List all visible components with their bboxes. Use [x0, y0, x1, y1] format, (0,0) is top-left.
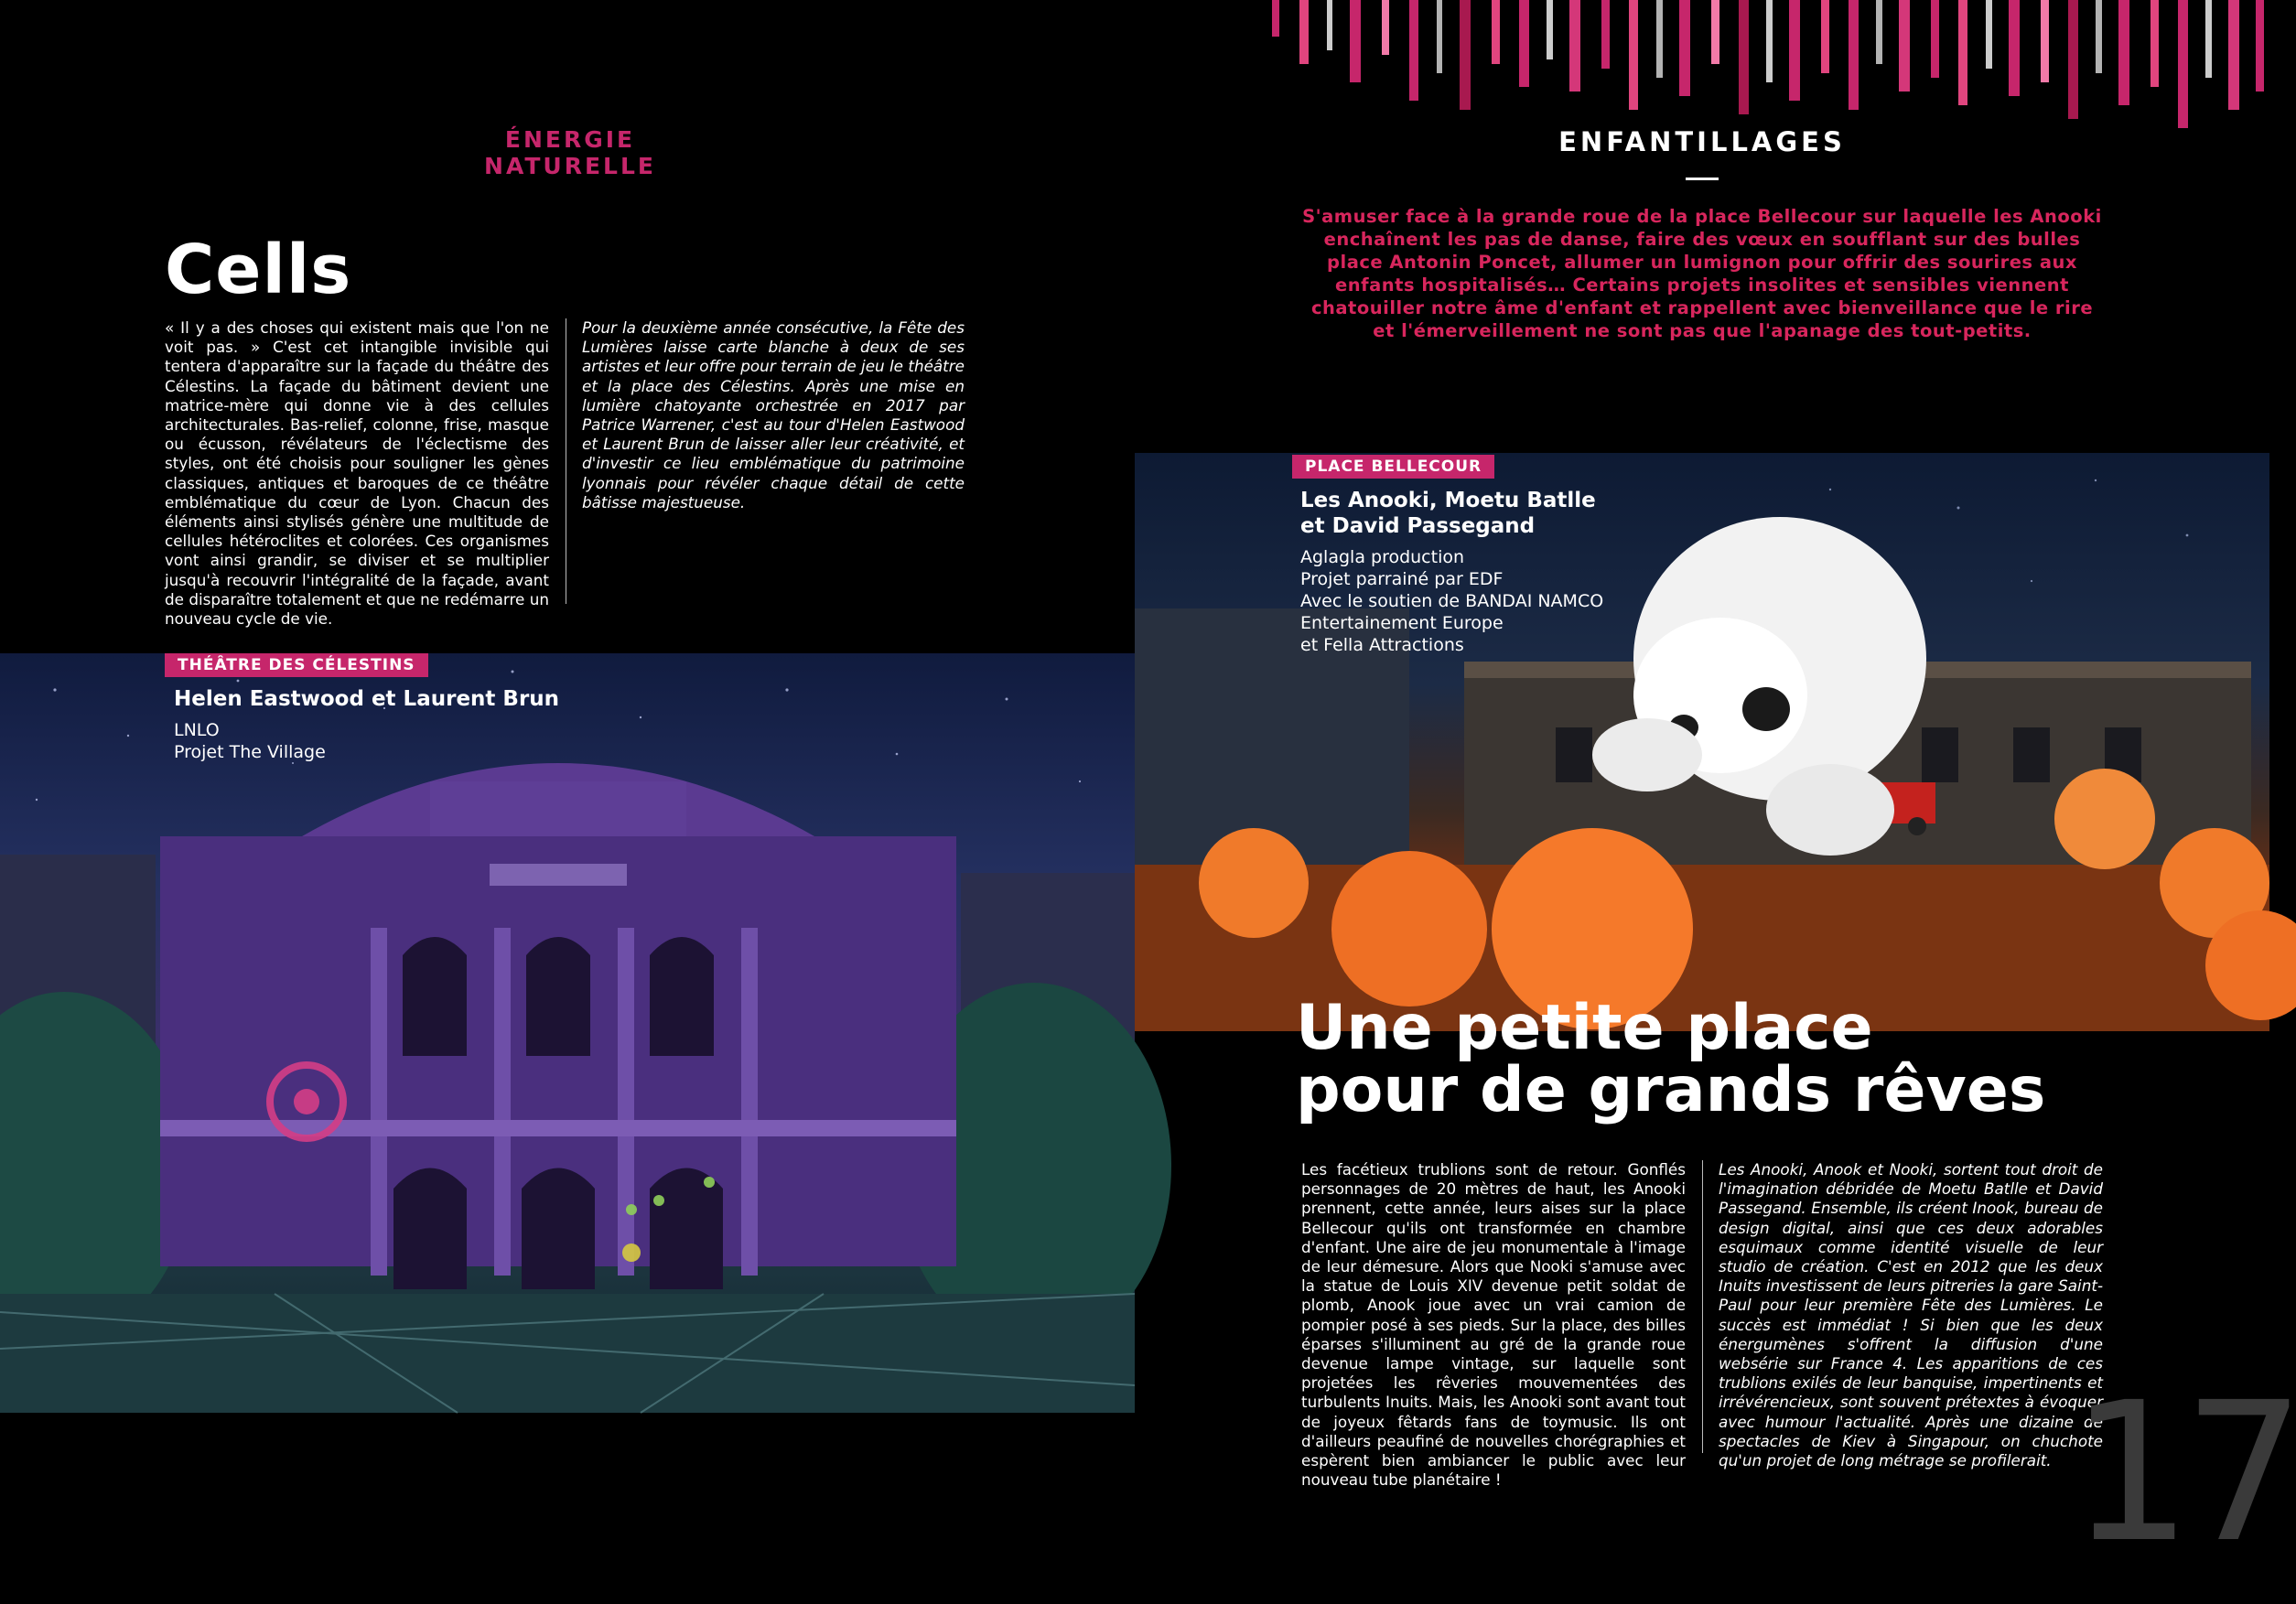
location-tag-bellecour: PLACE BELLECOUR [1292, 455, 1494, 479]
section-label-enfantillages: ENFANTILLAGES [1558, 126, 1846, 157]
page-number: 17 [2070, 1361, 2296, 1585]
credits-bellecour [1300, 488, 1603, 656]
article-title-petite-place [1296, 992, 2046, 1126]
cells-text-column-2: Pour la deuxième année consécutive, la Fête des Lumières laisse carte blanche à deux de ses artistes et leur offre pour terrain de jeu le théâtre et la place des Célestins. Après une mise en lumière chatoyante orchestrée en 2017 par Patrice Warrener, c'est au tour d'Helen Eastwood et Laurent Brun de laisser aller leur créativité, et d'investir ce lieu emblématique du patrimoine lyonnais pour révéler chaque détail de cette bâtisse majestueuse. [582, 318, 965, 511]
credit-line: Avec le soutien de BANDAI NAMCO [1300, 591, 1604, 611]
credits-celestins [174, 686, 559, 763]
column-divider [1702, 1160, 1703, 1453]
credit-line: Projet The Village [174, 742, 326, 762]
location-tag-celestins: THÉÂTRE DES CÉLESTINS [165, 653, 428, 677]
credit-line: et Fella Attractions [1300, 635, 1464, 655]
artist-names: Helen Eastwood et Laurent Brun [174, 687, 560, 711]
article-title-cells: Cells [165, 231, 352, 309]
credit-line: Projet parrainé par EDF [1300, 569, 1504, 589]
title-line-1: Une petite place [1296, 992, 1873, 1064]
artist-names-line-1: Les Anooki, Moetu Batlle [1300, 489, 1596, 512]
photo-theatre-celestins [0, 653, 1135, 1413]
artist-names-line-2: et David Passegand [1300, 514, 1536, 538]
anooki-text-column-1: Les facétieux trublions sont de retour. Gonflés personnages de 20 mètres de haut, les Anooki prennent, cette année, leurs aises sur la place Bellecour qu'ils ont transformée en chambre d'enfant. Une aire de jeu monumentale à l'image de leur démesure. Alors que Nooki s'amuse avec la statue de Louis XIV devenue petit soldat de plomb, Anook joue avec un vrai camion de pompier posé à ses pieds. Sur la place, des billes éparses s'illuminent au gré de la grande roue devenue lampe vintage, sur laquelle sont projetées les rêveries mouvementées des turbulents Inuits. Mais, les Anooki sont avant tout de joyeux fêtards fans de toymusic. Ils ont d'ailleurs peaufiné de nouvelles chorégraphies et espèrent bien ambiancer le public avec leur nouveau tube planétaire ! [1301, 1160, 1686, 1490]
anooki-text-column-2: Les Anooki, Anook et Nooki, sortent tout droit de l'imagination débridée de Moetu Batlle et David Passegand. Ensemble, ils créent Inook, bureau de design digital, ainsi que ces deux adorables esquimaux comme identité visuelle de leur studio de création. C'est en 2012 que les deux Inuits investissent de leurs pitreries la gare Saint-Paul pour leur première Fête des Lumières. Le succès est immédiat ! Si bien que les deux énergumènes s'offrent la diffusion d'une websérie sur France 4. Les apparitions de ces trublions exilés de leur banquise, impertinents et irrévérencieux, sont souvent prétextes à évoquer avec humour l'actualité. Après une dizaine de spectacles de Kiev à Singapour, on chuchote qu'un projet de long métrage se profilerait. [1719, 1160, 2103, 1470]
theatre-illustration [0, 653, 1135, 1413]
decorative-light-streaks [1263, 0, 2269, 137]
title-dash-divider [1686, 178, 1719, 180]
credit-line: LNLO [174, 720, 220, 740]
title-line-2: pour de grands rêves [1296, 1054, 2046, 1126]
intro-paragraph: S'amuser face à la grande roue de la place Bellecour sur laquelle les Anooki enchaînent les pas de danse, faire des vœux en soufflant sur des bulles place Antonin Poncet, allumer un lumignon pour offrir des sourires aux enfants hospitalisés… Certains projets insolites et sensibles viennent chatouiller notre âme d'enfant et rappellent avec bienveillance que le rire et l'émerveillement ne sont pas que l'apanage des tout-petits. [1302, 206, 2102, 341]
section-label-energie: ÉNERGIE NATURELLE [484, 126, 656, 179]
credit-line: Entertainement Europe [1300, 613, 1504, 633]
credit-line: Aglagla production [1300, 547, 1465, 567]
cells-text-column-1: « Il y a des choses qui existent mais que l'on ne voit pas. » C'est cet intangible invisible qui tentera d'apparaître sur la façade du théâtre des Célestins. La façade du bâtiment devient une matrice-mère qui donne vie à des cellules architecturales. Bas-relief, colonne, frise, masque ou écusson, révélateurs de l'éclectisme des styles, ont été choisis pour souligner les gènes classiques, antiques et baroques de ce théâtre emblématique du cœur de Lyon. Chacun des éléments ainsi stylisés génère une multitude de cellules hétéroclites et colorées. Ces organismes vont ainsi grandir, se diviser et se multiplier jusqu'à recouvrir l'intégralité de la façade, avant de disparaître totalement et que ne redémarre un nouveau cycle de vie. [165, 318, 549, 629]
